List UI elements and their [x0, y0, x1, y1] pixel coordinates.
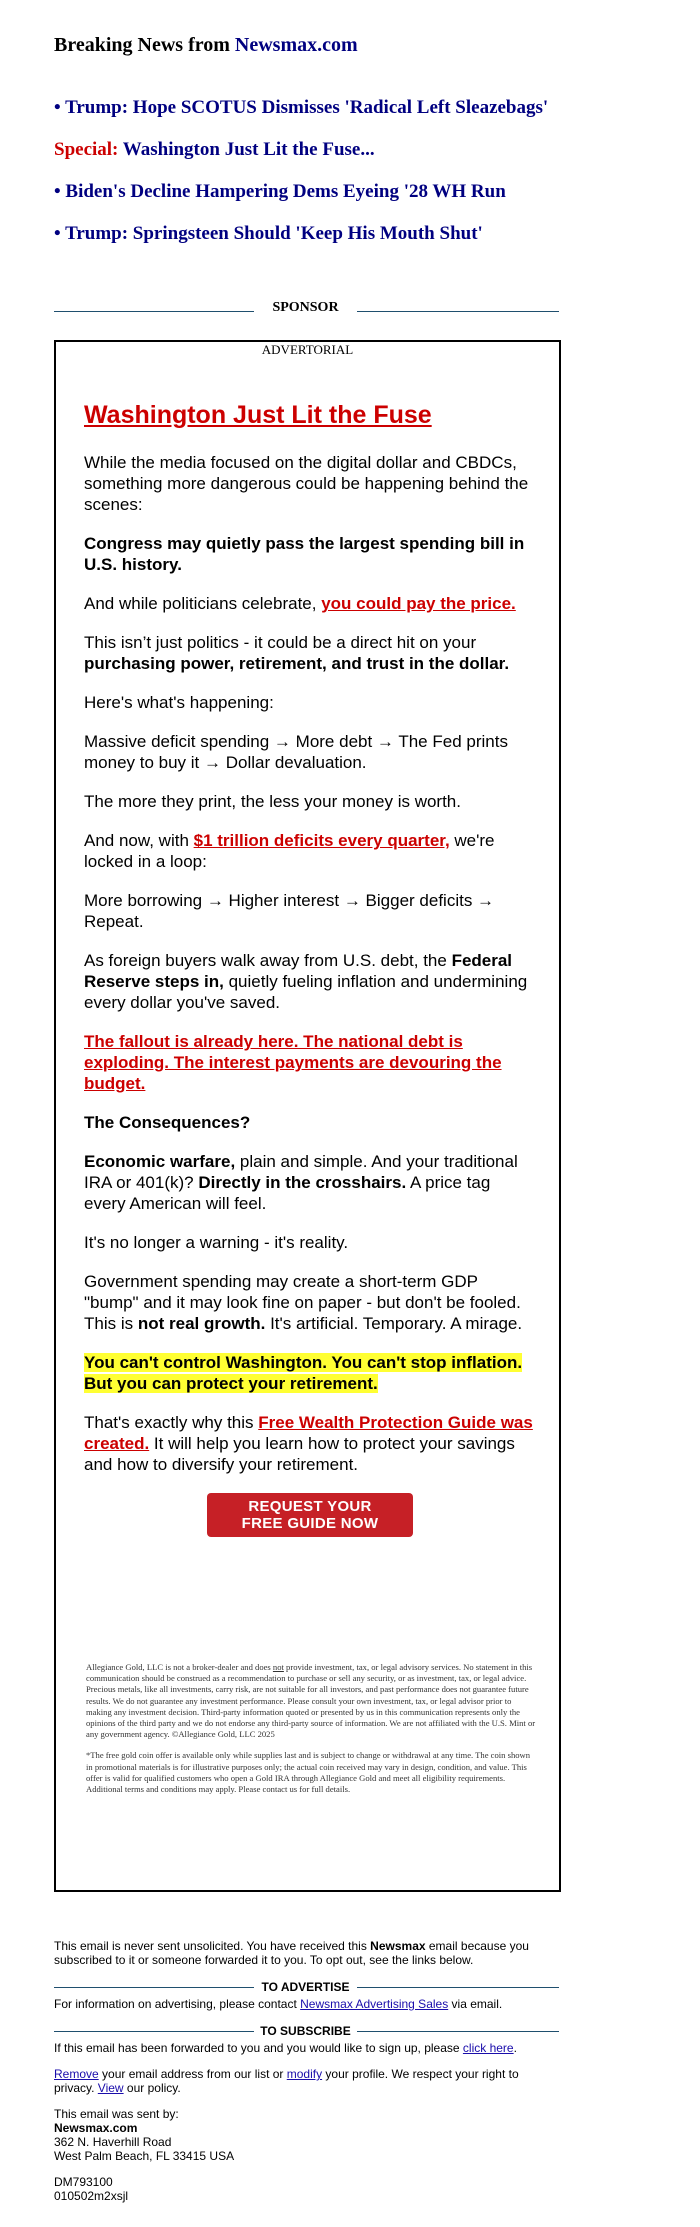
text: And while politicians celebrate,: [84, 594, 322, 613]
text: our policy.: [123, 2081, 181, 2095]
paragraph: [84, 632, 536, 674]
bold-text: Economic warfare,: [84, 1152, 236, 1171]
legal-disclaimer: [86, 1662, 536, 1805]
paragraph: [84, 1151, 536, 1214]
bullet: •: [54, 181, 66, 202]
tracking-code: 010502m2xsjl: [54, 2189, 129, 2203]
address-line: 362 N. Haverhill Road: [54, 2135, 172, 2149]
text: email because you subscribed to it or someone forwarded it to you. To opt out, see the links below.: [54, 1939, 529, 1967]
bold-text: Federal Reserve steps in,: [84, 951, 513, 991]
paragraph: [84, 1352, 536, 1394]
view-policy-link[interactable]: View: [97, 2081, 124, 2095]
address-line: West Palm Beach, FL 33415 USA: [54, 2149, 235, 2163]
bold-text: purchasing power, retirement, and trust in the dollar.: [84, 654, 510, 673]
deficits-link[interactable]: $1 trillion deficits every quarter,: [193, 831, 450, 850]
highlighted-text: You can't control Washington. You can't stop inflation. But you can protect your retirement.: [84, 1353, 523, 1393]
advertise-label: TO ADVERTISE: [261, 1980, 350, 1994]
headline-list: [54, 96, 574, 264]
paragraph: [84, 1031, 536, 1094]
text: That's exactly why this: [84, 1413, 259, 1432]
unsolicited-notice: [54, 1939, 559, 1967]
sponsor-divider: [54, 300, 559, 320]
paragraph: [84, 1271, 536, 1334]
remove-link[interactable]: Remove: [54, 2067, 99, 2081]
divider-line: [54, 311, 254, 312]
text: This email is never sent unsolicited. You have received this: [54, 1939, 371, 1953]
divider-line: [357, 1987, 559, 1988]
advertise-divider: [54, 1979, 559, 1995]
paragraph: [84, 830, 536, 872]
special-label: Special:: [54, 139, 119, 160]
text: As foreign buyers walk away from U.S. debt, the: [84, 951, 452, 970]
advertise-info: [54, 1997, 559, 2011]
tracking-code: DM793100: [54, 2175, 113, 2189]
advertorial-label: ADVERTORIAL: [261, 342, 354, 357]
text: Government spending may create a short-term GDP "bump" and it may look fine on paper - but don't be fooled. This is: [84, 1272, 521, 1333]
paragraph: [84, 533, 536, 575]
sender-address: [54, 2107, 559, 2163]
cta-wrapper: [84, 1493, 536, 1537]
bold-text: not real growth.: [137, 1314, 266, 1333]
sponsor-label: SPONSOR: [272, 300, 339, 315]
request-free-guide-button[interactable]: [207, 1493, 413, 1537]
text: provide investment, tax, or legal advisory services. No statement in this communication should be construed as a recommendation to purchase or sell any security, or as investment, tax, or legal advice. Precious metals, like all investments, carry risk, are not suitable for all investors, and past performance does not guarantee future results. We do not guarantee any investment performance. Please consult your own investment, tax, or legal advisor prior to making any investment decision. Third-party information quoted or presented by us in this communication represents only the opinions of the third party and we do not endorse any third-party source of information. We are not affiliated with the U.S. Mint or any government agency. ©Allegiance Gold, LLC 2025: [86, 1662, 536, 1740]
text: It will help you learn how to protect your savings and how to diversify your retirement.: [84, 1434, 515, 1474]
fallout-link[interactable]: The fallout is already here. The national debt is exploding. The interest payments are devouring the budget.: [84, 1032, 502, 1093]
text: via email.: [448, 1997, 503, 2011]
disclaimer-paragraph: *The free gold coin offer is available only while supplies last and is subject to change or withdrawal at any time. The coin shown in promotional materials is for illustrative purposes only; the actual coin received may vary in design, condition, and value. This offer is valid for qualified customers who open a Gold IRA through Allegiance Gold and meet all eligibility requirements. Additional terms and conditions may apply. Please contact us for full details.: [86, 1750, 531, 1795]
text: your email address from our list or: [98, 2067, 287, 2081]
disclaimer-paragraph: [86, 1662, 536, 1740]
paragraph: [84, 593, 536, 614]
paragraph: The more they print, the less your money is worth.: [84, 792, 461, 811]
text: And now, with: [84, 831, 194, 850]
paragraph: [84, 950, 536, 1013]
headline-text: Trump: Springsteen Should 'Keep His Mouth Shut': [65, 223, 483, 244]
text: quietly fueling inflation and undermining every dollar you've saved.: [84, 972, 528, 1012]
newsmax-site-link[interactable]: Newsmax.com: [234, 34, 358, 56]
text: .: [513, 2041, 517, 2055]
divider-line: [54, 1987, 254, 1988]
cta-line: REQUEST YOUR: [248, 1498, 372, 1515]
headline-link[interactable]: [54, 180, 574, 203]
paragraph: [84, 1412, 536, 1475]
paragraph: [84, 1112, 536, 1133]
divider-line: [54, 2031, 254, 2032]
text: It's artificial. Temporary. A mirage.: [265, 1314, 523, 1333]
advertorial-box: [54, 340, 561, 1892]
advertorial-content: [84, 400, 536, 1537]
paragraph: Massive deficit spending → More debt → The Fed prints money to buy it → Dollar devaluation.: [84, 732, 508, 772]
headline-text: Washington Just Lit the Fuse...: [118, 139, 375, 160]
paragraph: It's no longer a warning - it's reality.: [84, 1233, 349, 1252]
cta-line: FREE GUIDE NOW: [241, 1515, 379, 1532]
ad-title-link[interactable]: Washington Just Lit the Fuse: [84, 401, 432, 429]
underlined-text: not: [272, 1662, 284, 1672]
text: plain and simple. And your traditional IRA or 401(k)?: [84, 1152, 518, 1192]
brand-prefix: Breaking News from: [54, 34, 235, 56]
paragraph: While the media focused on the digital dollar and CBDCs, something more dangerous could be happening behind the scenes:: [84, 453, 529, 514]
advertising-sales-link[interactable]: Newsmax Advertising Sales: [300, 1997, 449, 2011]
paragraph: More borrowing → Higher interest → Bigger deficits → Repeat.: [84, 891, 495, 931]
special-headline-link[interactable]: [54, 138, 574, 161]
modify-link[interactable]: modify: [286, 2067, 323, 2081]
wealth-guide-link[interactable]: Free Wealth Protection Guide was created.: [84, 1413, 533, 1453]
headline-text: Biden's Decline Hampering Dems Eyeing '28 WH Run: [65, 181, 506, 202]
tracking-codes: [54, 2175, 559, 2203]
sent-by-label: This email was sent by:: [54, 2107, 179, 2121]
text: we're locked in a loop:: [84, 831, 495, 871]
company-name: Newsmax.com: [54, 2121, 138, 2135]
bold-text: The Consequences?: [84, 1113, 251, 1132]
divider-line: [357, 2031, 559, 2032]
bold-text: Congress may quietly pass the largest spending bill in U.S. history.: [84, 534, 525, 574]
bold-text: Directly in the crosshairs.: [198, 1173, 407, 1192]
text: your profile. We respect your right to privacy.: [54, 2067, 519, 2095]
text: For information on advertising, please contact: [54, 1997, 301, 2011]
email-footer: [54, 1939, 559, 2215]
email-brand-header: [54, 34, 358, 57]
subscribe-info: [54, 2041, 559, 2055]
subscribe-label: TO SUBSCRIBE: [260, 2024, 351, 2038]
bullet: •: [54, 223, 66, 244]
headline-text: Trump: Hope SCOTUS Dismisses 'Radical Left Sleazebags': [65, 97, 549, 118]
divider-line: [357, 311, 559, 312]
privacy-info: [54, 2067, 559, 2095]
text: If this email has been forwarded to you and you would like to sign up, please: [54, 2041, 463, 2055]
paragraph: Here's what's happening:: [84, 693, 274, 712]
subscribe-divider: [54, 2023, 559, 2039]
headline-link[interactable]: [54, 222, 574, 245]
bullet: •: [54, 97, 66, 118]
text: A price tag every American will feel.: [84, 1173, 491, 1213]
bold-text: Newsmax: [370, 1939, 426, 1953]
pay-the-price-link[interactable]: you could pay the price.: [321, 594, 516, 613]
text: This isn’t just politics - it could be a direct hit on your: [84, 633, 477, 652]
click-here-link[interactable]: click here: [462, 2041, 514, 2055]
headline-link[interactable]: [54, 96, 574, 119]
text: Allegiance Gold, LLC is not a broker-dealer and does: [86, 1662, 273, 1672]
